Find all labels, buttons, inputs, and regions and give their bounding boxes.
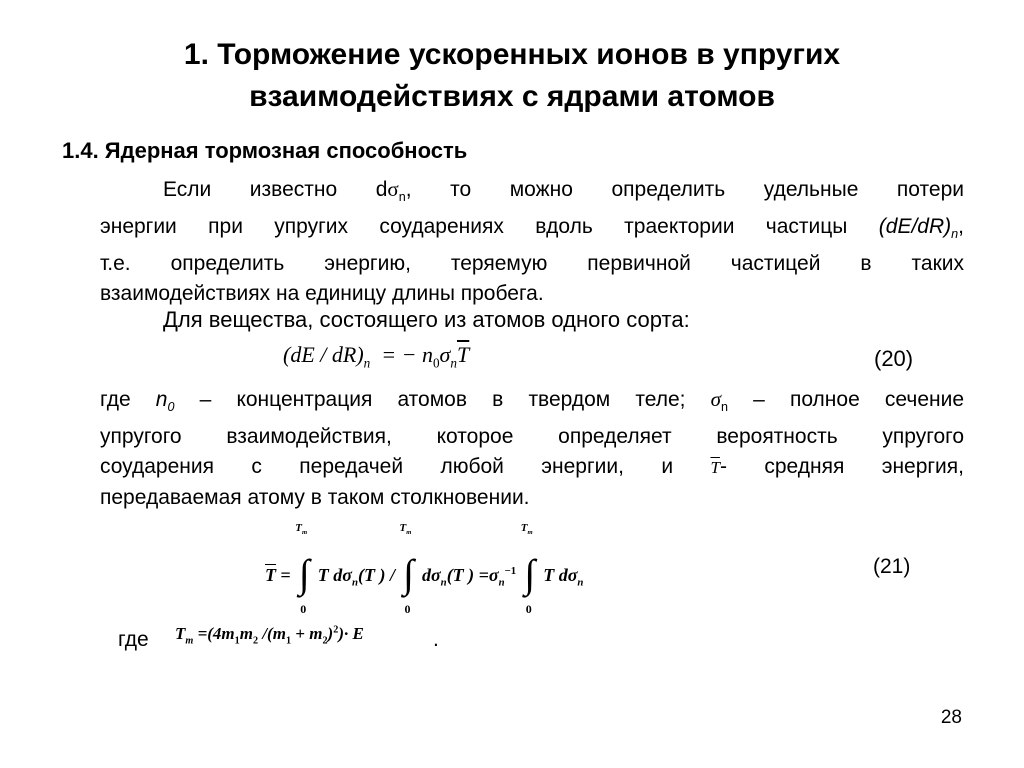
equation-21-number: (21) <box>873 555 911 578</box>
section-heading: 1.4. Ядерная тормозная способность <box>62 138 468 163</box>
integral-sign-2: $T_m$ ∫ 0 <box>399 522 414 616</box>
integral-sign-3: $T_m$ ∫ 0 <box>520 522 536 616</box>
paragraph-3-line-3: соударения с передачей любой энергии, и $\overline{T}-$ средняя энергия, <box>100 455 964 479</box>
equation-21: $\overline{T}$ = $T_m$ ∫ 0 T $d\sigma_n(T$ ) / $T_m$ ∫ 0 $d\sigma_n(T$ ) $=\sigma_n^{-1}$ $T_m$ ∫ 0 T $d\sigma_n$ <box>265 522 584 616</box>
paragraph-3-line-4: передаваемая атому в таком столкновении. <box>100 486 530 510</box>
integral-sign-1: $T_m$ ∫ 0 <box>295 522 310 616</box>
equation-20-number: (20) <box>874 346 914 371</box>
paragraph-3 <box>100 384 964 513</box>
page-number: 28 <box>940 707 962 728</box>
tm-formula: $T_m =(4m_1m_2$ $/(m_1 + m_2)^2)\cdot E$ <box>175 624 364 647</box>
slide-title <box>60 34 964 118</box>
title-line-1: 1. Торможение ускоренных ионов в упругих <box>183 38 841 71</box>
paragraph-1 <box>100 174 964 309</box>
paragraph-1-line-3: т.е. определить энергию, теряемую первичной частицей в таких <box>100 252 964 276</box>
equation-20: $(dE / dR)_n$ = − $n_0\sigma_n\overline{T}$ <box>283 342 470 371</box>
paragraph-1-line-1: Если известно $d\sigma_n$, то можно определить удельные потери <box>163 177 964 205</box>
paragraph-1-line-2: энергии при упругих соударениях вдоль траектории частицы $(dE/dR)_n$, <box>100 215 964 242</box>
where-label: где <box>118 628 149 651</box>
formula-period: . <box>433 628 439 651</box>
paragraph-3-line-2: упругого взаимодействия, которое определяет вероятность упругого <box>100 425 964 449</box>
paragraph-2-text: Для вещества, состоящего из атомов одного сорта: <box>163 307 690 332</box>
paragraph-2 <box>100 305 964 335</box>
title-line-2: взаимодействиях с ядрами атомов <box>249 80 775 113</box>
paragraph-1-line-4: взаимодействиях на единицу длины пробега. <box>100 282 544 306</box>
paragraph-3-line-1: где $n_0$ – концентрация атомов в твердом теле; $\sigma_n$ – полное сечение <box>100 387 965 415</box>
